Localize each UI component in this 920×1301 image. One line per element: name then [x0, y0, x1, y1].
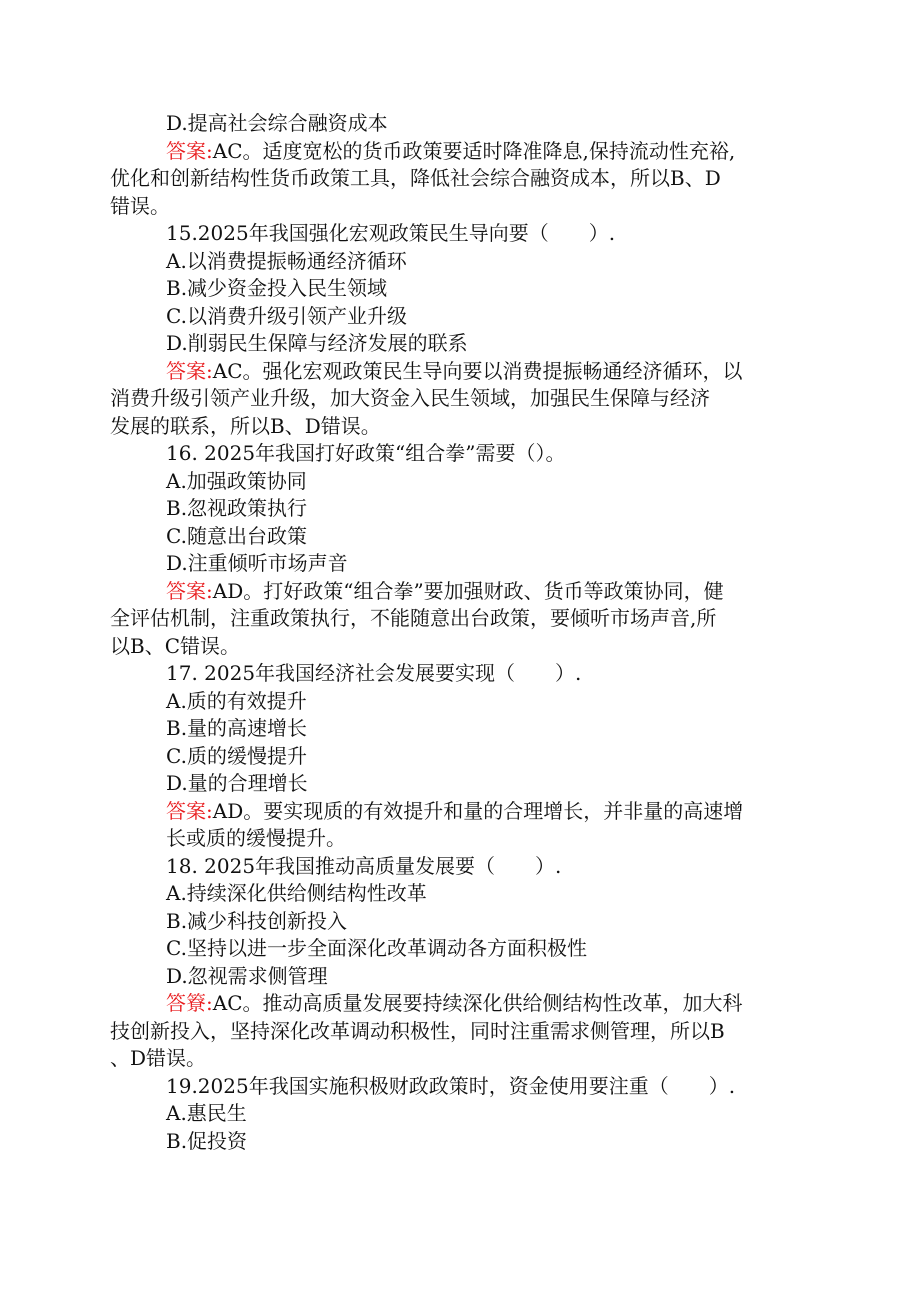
q15-answer-cont: 发展的联系，所以B、D错误。 — [110, 413, 381, 438]
q15-answer — [166, 358, 796, 386]
q17-option-d: D.量的合理增长 — [166, 771, 308, 795]
q17-option-a: A.质的有效提升 — [166, 688, 307, 713]
q15-option-a: A.以消费提振畅通经济循环 — [166, 248, 407, 273]
q16-option-c: C.随意出台政策 — [166, 523, 307, 548]
q17-option-c: C.质的缓慢提升 — [166, 743, 307, 768]
q18-answer-cont: 技创新投入，坚持深化改革调动积极性，同时注重需求侧管理，所以B — [110, 1018, 725, 1043]
q15-option-c: C.以消费升级引领产业升级 — [166, 303, 407, 328]
q18-option-d: D.忽视需求侧管理 — [166, 963, 328, 988]
q14-option-d: D.提高社会综合融资成本 — [166, 111, 388, 135]
q17-answer-cont: 长或质的缓慢提升。 — [166, 826, 346, 850]
q18-option-c: C.坚持以进一步全面深化改革调动各方面积极性 — [166, 936, 587, 960]
q19-option-a: A.惠民生 — [166, 1101, 247, 1125]
q16-option-d: D.注重倾听市场声音 — [166, 551, 348, 575]
q15-answer-cont: 消费升级引领产业升级，加大资金入民生领域，加强民生保障与经济 — [110, 386, 710, 410]
q14-answer — [166, 138, 796, 166]
q16-answer-cont: 全评估机制，注重政策执行，不能随意出台政策，要倾听市场声音,所 — [110, 606, 717, 630]
answer-label: 答案: — [166, 578, 213, 603]
q16-option-b: B.忽视政策执行 — [166, 496, 308, 520]
question-list — [110, 110, 796, 1155]
answer-text: AC。适度宽松的货币政策要适时降准降息,保持流动性充裕, — [212, 138, 736, 163]
q18-stem: 18. 2025年我国推动高质量发展要（ ）. — [166, 853, 562, 878]
answer-text: AC。推动高质量发展要持续深化供给侧结构性改革，加大科 — [212, 991, 743, 1015]
q14-answer-cont: 优化和创新结构性货币政策工具，降低社会综合融资成本，所以B、D — [110, 166, 721, 190]
q14-answer-cont: 错误。 — [110, 193, 170, 218]
q17-answer — [166, 798, 796, 826]
q19-option-b: B.促投资 — [166, 1128, 248, 1153]
answer-text: AD。打好政策“组合拳”要加强财政、货币等政策协同，健 — [212, 578, 724, 603]
q19-stem: 19.2025年我国实施积极财政政策时，资金使用要注重（ ）. — [166, 1073, 736, 1098]
q18-option-b: B.减少科技创新投入 — [166, 908, 348, 933]
q17-option-b: B.量的高速增长 — [166, 716, 308, 740]
q15-option-b: B.减少资金投入民生领域 — [166, 276, 388, 300]
q16-option-a: A.加强政策协同 — [166, 468, 307, 493]
answer-label: 答簝: — [166, 991, 213, 1015]
answer-text: AD。要实现质的有效提升和量的合理增长，并非量的高速增 — [212, 798, 744, 823]
q16-answer-cont: 以B、C错误。 — [110, 633, 240, 658]
q16-answer — [166, 578, 796, 606]
answer-label: 答案: — [166, 798, 213, 823]
q18-option-a: A.持续深化供给侧结构性改革 — [166, 881, 427, 905]
q17-stem: 17. 2025年我国经济社会发展要实现（ ）. — [166, 661, 582, 685]
q15-option-d: D.削弱民生保障与经济发展的联系 — [166, 331, 468, 355]
answer-label: 答案: — [166, 358, 213, 383]
q18-answer — [166, 990, 796, 1018]
q15-stem: 15.2025年我国强化宏观政策民生导向要（ ）. — [166, 221, 616, 245]
answer-text: AC。强化宏观政策民生导向要以消费提振畅通经济循环，以 — [212, 358, 743, 383]
answer-label: 答案: — [166, 138, 213, 163]
q18-answer-cont: 、D错误。 — [110, 1046, 207, 1070]
q16-stem: 16. 2025年我国打好政策“组合拳”需要（）。 — [166, 441, 566, 465]
